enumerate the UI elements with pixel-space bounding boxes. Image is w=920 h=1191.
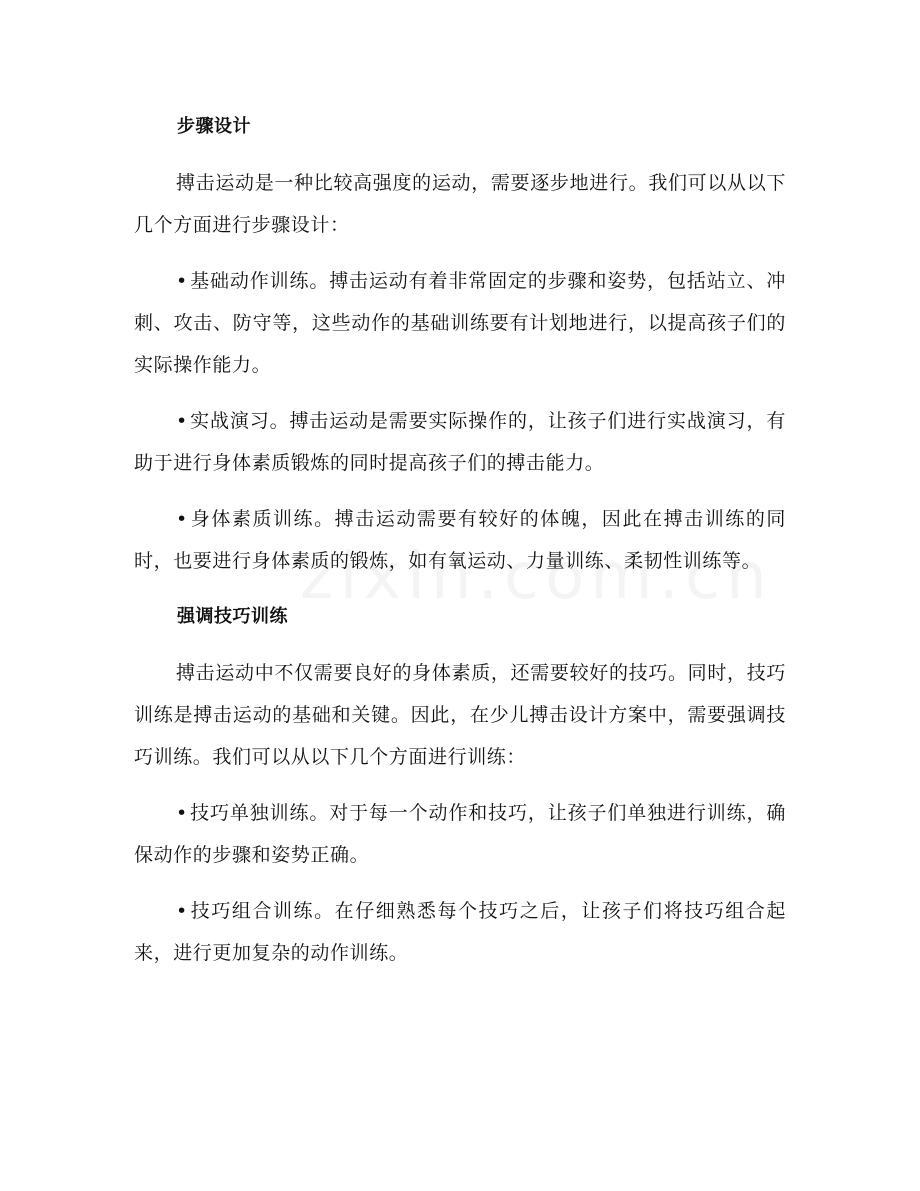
bullet-text: 技巧组合训练。在仔细熟悉每个技巧之后，让孩子们将技巧组合起来，进行更加复杂的动作训练。 bbox=[134, 900, 786, 964]
bullet-text: 技巧单独训练。对于每一个动作和技巧，让孩子们单独进行训练，确保动作的步骤和姿势正确。 bbox=[134, 802, 786, 866]
bullet-icon: • bbox=[176, 900, 188, 922]
section-step-design bbox=[134, 106, 786, 582]
bullet-text: 身体素质训练。搏击运动需要有较好的体魄，因此在搏击训练的同时，也要进行身体素质的锻炼，如有氧运动、力量训练、柔韧性训练等。 bbox=[134, 508, 786, 572]
bullet-icon: • bbox=[176, 802, 188, 824]
bullet-item bbox=[134, 400, 786, 484]
section-intro: 搏击运动是一种比较高强度的运动，需要逐步地进行。我们可以从以下几个方面进行步骤设计： bbox=[134, 172, 786, 236]
bullet-item bbox=[134, 792, 786, 876]
document-body bbox=[134, 106, 786, 988]
bullet-item bbox=[134, 890, 786, 974]
bullet-icon: • bbox=[176, 410, 188, 432]
section-heading: 强调技巧训练 bbox=[177, 606, 288, 627]
bullet-item bbox=[134, 498, 786, 582]
bullet-icon: • bbox=[176, 508, 188, 530]
section-skill-training bbox=[134, 596, 786, 974]
bullet-item bbox=[134, 260, 786, 386]
section-heading: 步骤设计 bbox=[177, 116, 251, 137]
section-intro: 搏击运动中不仅需要良好的身体素质，还需要较好的技巧。同时，技巧训练是搏击运动的基础和关键。因此，在少儿搏击设计方案中，需要强调技巧训练。我们可以从以下几个方面进行训练： bbox=[134, 662, 786, 768]
bullet-text: 实战演习。搏击运动是需要实际操作的，让孩子们进行实战演习，有助于进行身体素质锻炼的同时提高孩子们的搏击能力。 bbox=[134, 410, 786, 474]
bullet-text: 基础动作训练。搏击运动有着非常固定的步骤和姿势，包括站立、冲刺、攻击、防守等，这些动作的基础训练要有计划地进行，以提高孩子们的实际操作能力。 bbox=[134, 270, 786, 376]
bullet-icon: • bbox=[176, 270, 188, 292]
